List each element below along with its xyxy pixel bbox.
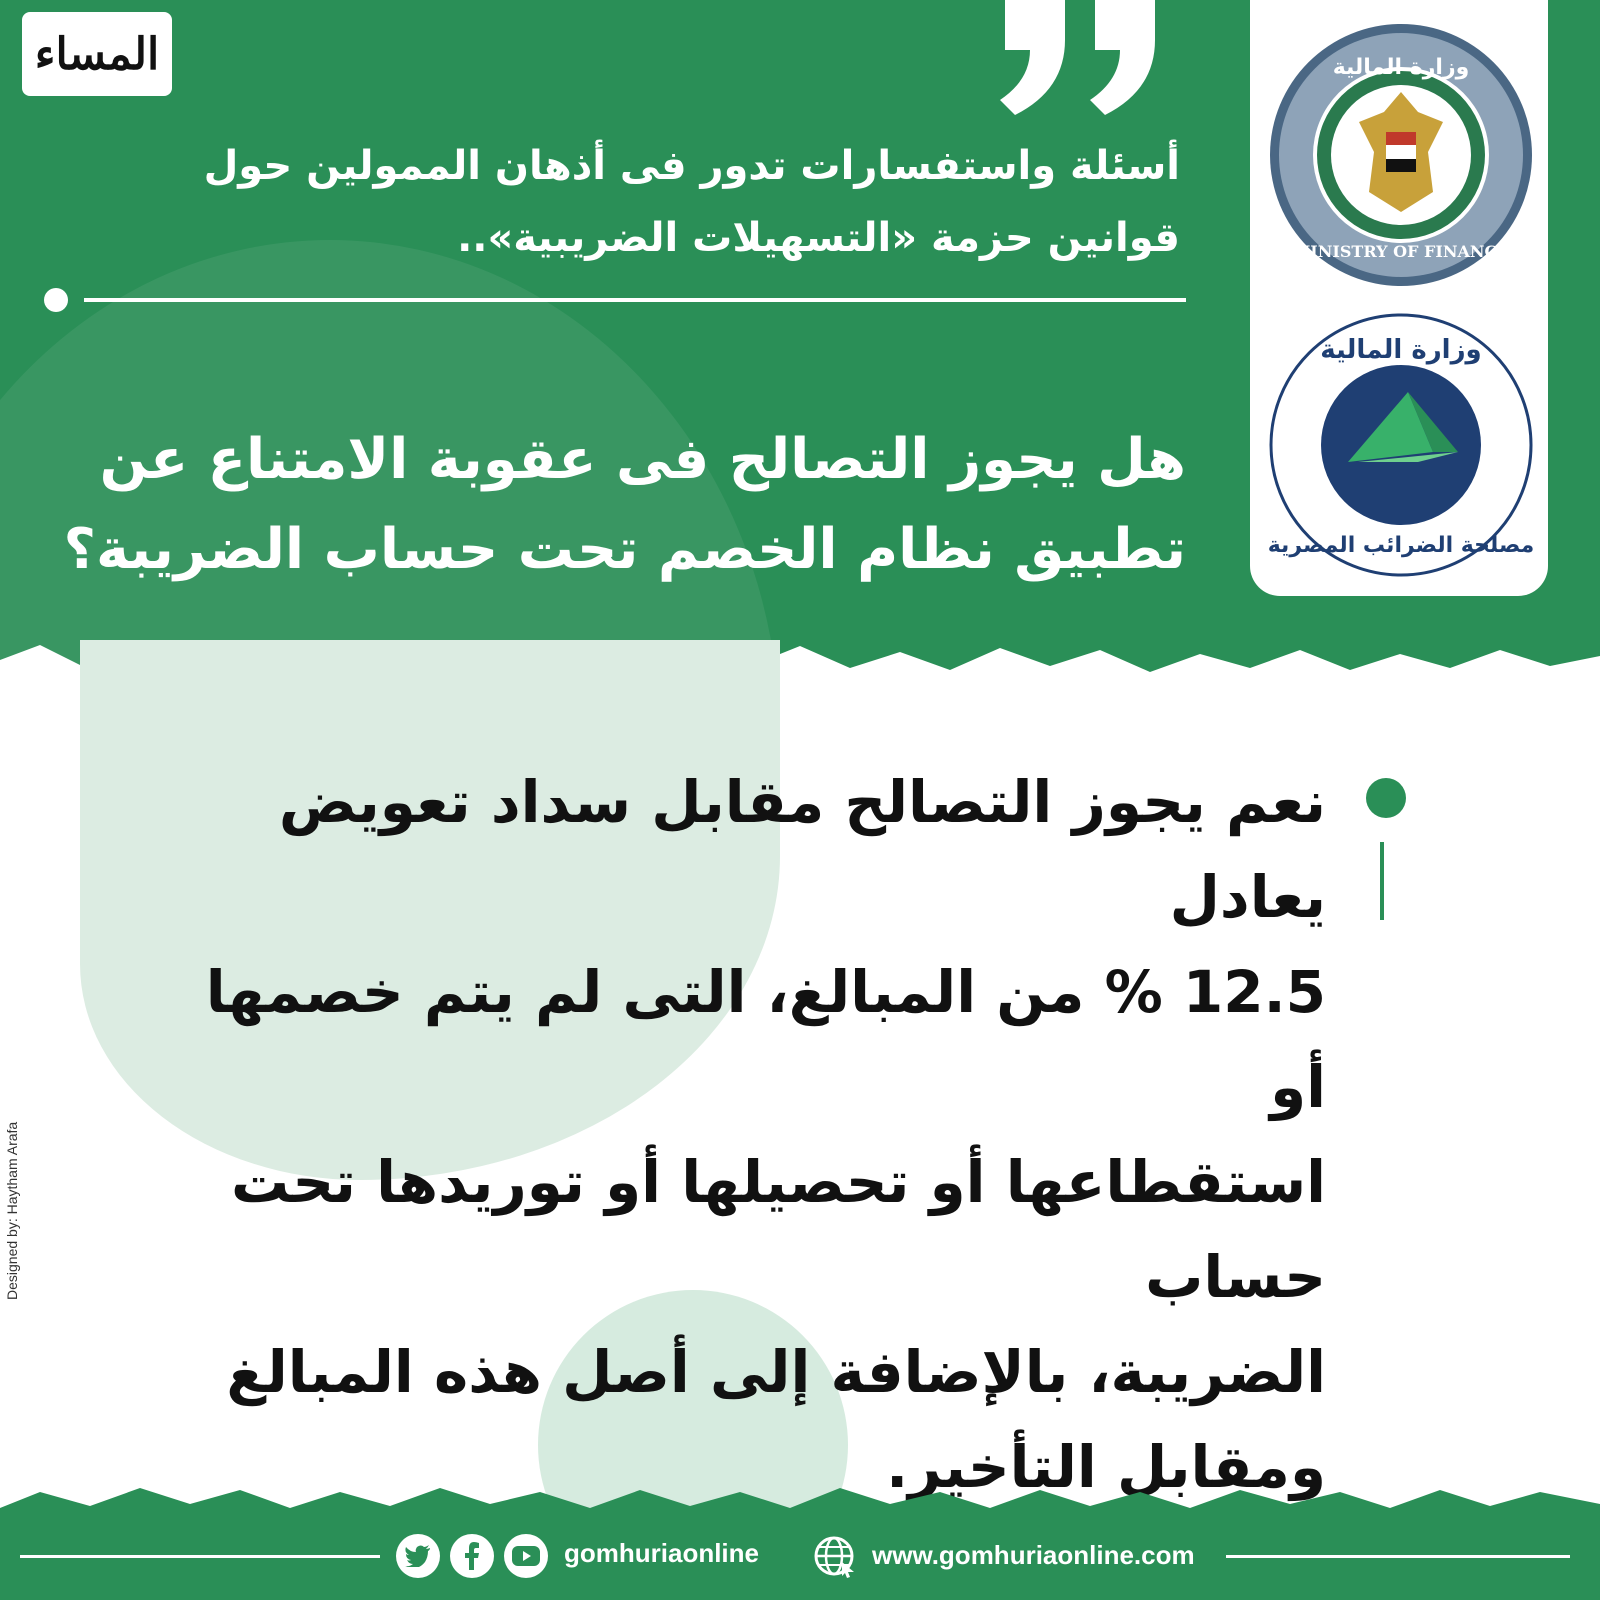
quote-marks-icon xyxy=(985,0,1185,120)
designer-credit: Designed by: Haytham Arafa xyxy=(4,1121,20,1300)
answer-text xyxy=(150,755,1326,1515)
intro-line-1: أسئلة واستفسارات تدور فى أذهان الممولين حول xyxy=(203,143,1180,189)
youtube-icon[interactable] xyxy=(504,1534,548,1578)
logo-text: المساء xyxy=(34,28,160,80)
twitter-icon[interactable] xyxy=(396,1534,440,1578)
answer-line-1: نعم يجوز التصالح مقابل سداد تعويض يعادل xyxy=(278,768,1326,931)
intro-text xyxy=(110,130,1180,274)
question-line-2: تطبيق نظام الخصم تحت حساب الضريبة؟ xyxy=(63,517,1186,582)
answer-bullet-bar xyxy=(1380,842,1384,920)
footer-line-left xyxy=(20,1555,380,1558)
answer-bullet-dot xyxy=(1366,778,1406,818)
tax-seal-bottom-text: مصلحة الضرائب المصرية xyxy=(1268,533,1534,558)
intro-line-2: قوانين حزمة «التسهيلات الضريبية».. xyxy=(457,215,1180,261)
newspaper-logo xyxy=(22,12,172,96)
tax-authority-seal xyxy=(1268,312,1534,578)
torn-paper-edge-bottom xyxy=(0,1478,1600,1522)
separator-dot xyxy=(44,288,68,312)
question-heading xyxy=(60,415,1186,595)
question-line-1: هل يجوز التصالح فى عقوبة الامتناع عن xyxy=(99,427,1186,492)
answer-line-5: ومقابل التأخير. xyxy=(886,1433,1326,1501)
footer-line-right xyxy=(1226,1555,1570,1558)
footer-bar xyxy=(0,1518,1600,1600)
separator-line xyxy=(84,298,1186,302)
ministry-of-finance-seal xyxy=(1268,22,1534,288)
globe-icon xyxy=(812,1534,856,1578)
answer-line-2: 12.5 % من المبالغ، التى لم يتم خصمها أو xyxy=(205,958,1326,1121)
tax-seal-top-text: وزارة المالية xyxy=(1320,335,1482,365)
answer-line-3: استقطاعها أو تحصيلها أو توريدها تحت حساب xyxy=(230,1148,1326,1311)
seal-arabic-text: وزارة المالية xyxy=(1332,55,1470,80)
answer-line-4: الضريبة، بالإضافة إلى أصل هذه المبالغ xyxy=(226,1338,1326,1406)
seal-english-text: MINISTRY OF FINANCE xyxy=(1292,242,1510,261)
social-handle[interactable]: gomhuriaonline xyxy=(564,1538,759,1568)
facebook-icon[interactable] xyxy=(450,1534,494,1578)
website-link[interactable]: www.gomhuriaonline.com xyxy=(872,1540,1195,1570)
